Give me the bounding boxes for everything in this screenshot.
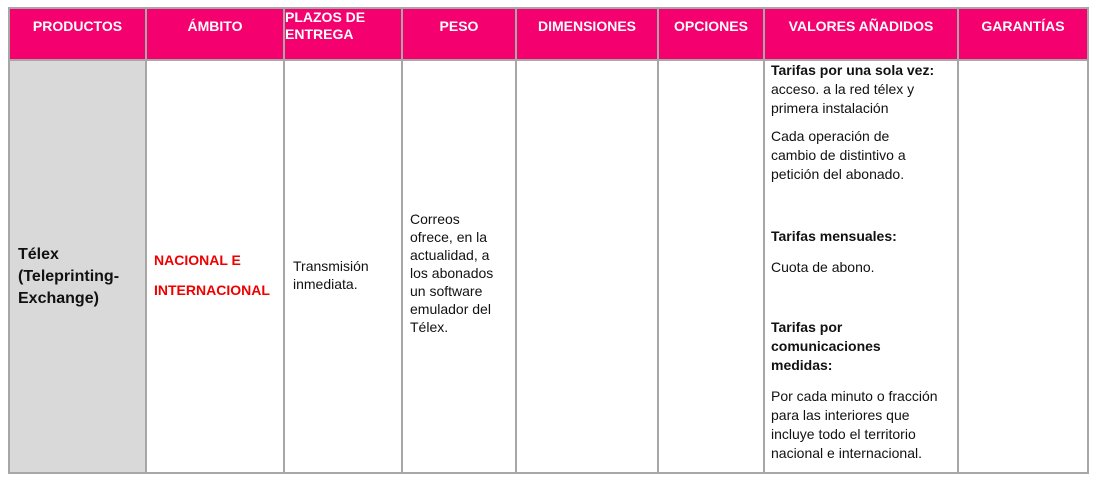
valores-block-cuota [771, 258, 955, 277]
header-peso: PESO [403, 9, 515, 59]
ambito-line: INTERNACIONAL [154, 281, 270, 298]
valores-line: primera instalación [771, 100, 889, 116]
valores-title-medidas: comunicaciones [771, 338, 881, 354]
valores-title-medidas: medidas: [771, 357, 833, 373]
header-plazos-line1: PLAZOS DE [285, 9, 366, 25]
valores-block-once [771, 61, 955, 118]
valores-line: acceso. a la red télex y [771, 81, 915, 97]
peso-line: Correos [410, 210, 460, 227]
valores-block-minuto [771, 387, 955, 463]
cell-garantias [959, 61, 1087, 472]
producto-line: Exchange) [18, 289, 99, 307]
valores-line: Cuota de abono. [771, 259, 875, 275]
plazos-line: inmediata. [293, 275, 358, 292]
cell-plazos [285, 61, 401, 472]
header-dimensiones: DIMENSIONES [517, 9, 657, 59]
valores-line: para las interiores que [771, 407, 910, 423]
plazos-line: Transmisión [293, 257, 369, 274]
peso-line: actualidad, a [410, 246, 490, 263]
valores-line: Cada operación de [771, 128, 890, 144]
valores-line: cambio de distintivo a [771, 147, 906, 163]
header-opciones: OPCIONES [659, 9, 763, 59]
peso-line: Télex. [410, 318, 449, 335]
peso-line: emulador del [410, 300, 491, 317]
valores-line: nacional e internacional. [771, 445, 922, 461]
cell-dimensiones [517, 61, 657, 472]
valores-block-medidas [771, 318, 955, 375]
header-plazos [285, 9, 401, 59]
valores-line: petición del abonado. [771, 166, 905, 182]
valores-title-medidas: Tarifas por [771, 319, 843, 335]
header-garantias: GARANTÍAS [959, 9, 1087, 59]
header-plazos-line2: ENTREGA [285, 26, 354, 42]
peso-line: un software [410, 282, 483, 299]
products-table [8, 7, 1089, 474]
header-ambito: ÁMBITO [147, 9, 283, 59]
header-valores: VALORES AÑADIDOS [765, 9, 957, 59]
valores-title-mensuales: Tarifas mensuales: [771, 228, 897, 244]
cell-valores [765, 61, 957, 472]
producto-line: (Teleprinting- [18, 267, 120, 285]
valores-line: Por cada minuto o fracción [771, 388, 938, 404]
valores-title-once: Tarifas por una sola vez: [771, 62, 935, 78]
cell-opciones [659, 61, 763, 472]
peso-line: ofrece, en la [410, 228, 488, 245]
cell-peso [403, 61, 515, 472]
valores-line: incluye todo el territorio [771, 426, 916, 442]
peso-line: los abonados [410, 264, 494, 281]
valores-block-cambio [771, 127, 955, 184]
header-productos: PRODUCTOS [10, 9, 145, 59]
ambito-line: NACIONAL E [154, 251, 241, 268]
cell-ambito [147, 61, 283, 472]
producto-line: Télex [18, 245, 59, 263]
cell-producto [10, 61, 145, 472]
valores-block-mensuales [771, 227, 955, 246]
